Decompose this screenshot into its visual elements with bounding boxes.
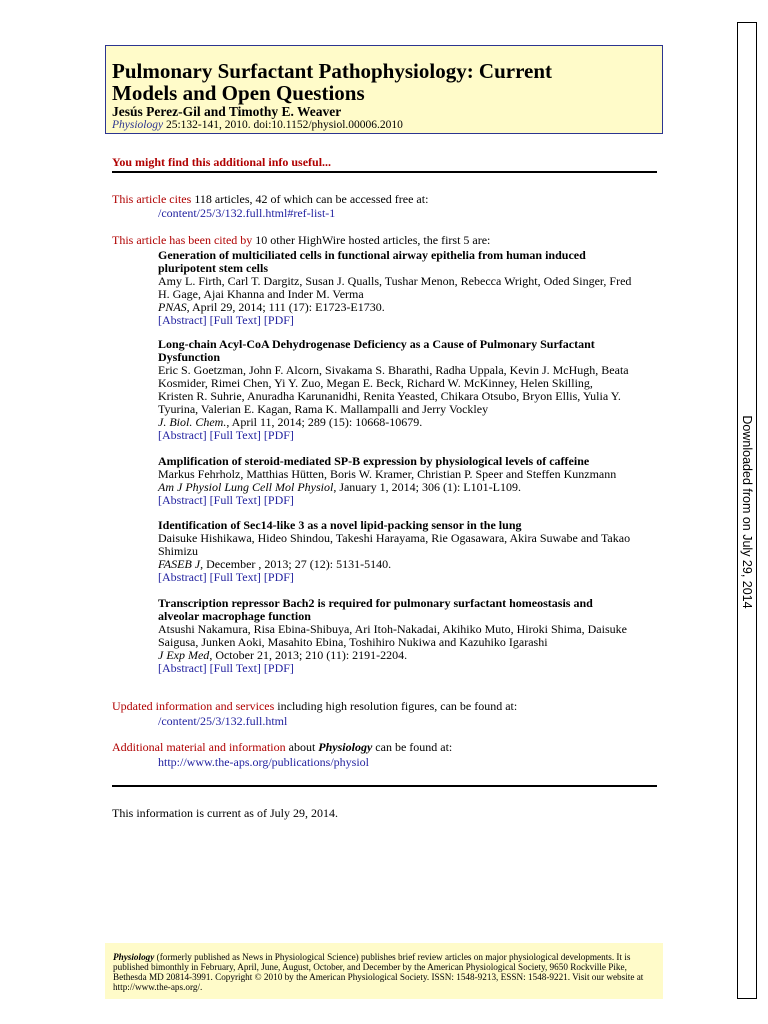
article-links[interactable]: [Abstract] [Full Text] [PDF]: [158, 570, 294, 584]
current-as-of: This information is current as of July 29, 2014.: [112, 806, 338, 820]
additional-journal: Physiology: [318, 740, 373, 754]
additional-link[interactable]: http://www.the-aps.org/publications/physiol: [158, 755, 369, 769]
cited-article-5: [158, 597, 658, 675]
article-journal: FASEB J: [158, 557, 201, 571]
divider-bottom: [112, 785, 657, 787]
article-authors: Daisuke Hishikawa, Hideo Shindou, Takeshi Harayama, Rie Ogasawara, Akira Suwabe and Takao: [158, 531, 631, 545]
cited-by-paragraph: [112, 234, 660, 247]
article-title: Dysfunction: [158, 350, 221, 364]
cited-article-3: [158, 455, 658, 507]
citation-details: 25:132-141, 2010. doi:10.1152/physiol.00006.2010: [165, 119, 403, 131]
article-authors: Tyurina, Valerian E. Kagan, Rama K. Mallampalli and Jerry Vockley: [158, 402, 489, 416]
article-authors: Amy L. Firth, Carl T. Dargitz, Susan J. Qualls, Tushar Menon, Rebecca Wright, Oded Singer, Fred: [158, 274, 632, 288]
cited-article-1: [158, 249, 658, 327]
article-title: pluripotent stem cells: [158, 261, 268, 275]
article-journal: J. Biol. Chem.: [158, 415, 227, 429]
cites-text: 118 articles, 42 of which can be accessed free at:: [194, 192, 429, 206]
title-line-2: Models and Open Questions: [112, 81, 365, 105]
article-citation: [112, 119, 403, 132]
cited-by-label[interactable]: This article has been cited by: [112, 233, 253, 247]
article-links[interactable]: [Abstract] [Full Text] [PDF]: [158, 313, 294, 327]
cites-paragraph: [112, 193, 660, 206]
article-authors: Saigusa, Junken Aoki, Masahito Ebina, Toshihiro Nukiwa and Kazuhiko Igarashi: [158, 635, 548, 649]
article-authors: Kristen R. Suhrie, Anuradha Karunanidhi, Renita Yeasted, Chikara Otsubo, Bryon Ellis, Yulia Y.: [158, 389, 621, 403]
article-title: Identification of Sec14-like 3 as a novel lipid-packing sensor in the lung: [158, 518, 522, 532]
article-ref: , January 1, 2014; 306 (1): L101-L109.: [333, 480, 521, 494]
updated-text: including high resolution figures, can be found at:: [277, 699, 518, 713]
journal-footer: [105, 943, 663, 999]
article-authors: H. Gage, Ajai Khanna and Inder M. Verma: [158, 287, 364, 301]
download-note: Downloaded from on July 29, 2014: [740, 415, 754, 609]
cites-label[interactable]: This article cites: [112, 192, 192, 206]
article-ref: , April 29, 2014; 111 (17): E1723-E1730.: [186, 300, 385, 314]
updated-label[interactable]: Updated information and services: [112, 699, 275, 713]
title-box: [105, 45, 663, 134]
article-authors: Jesús Perez-Gil and Timothy E. Weaver: [112, 104, 342, 119]
article-journal: J Exp Med: [158, 648, 210, 662]
article-links[interactable]: [Abstract] [Full Text] [PDF]: [158, 493, 294, 507]
article-authors: Shimizu: [158, 544, 199, 558]
cites-link[interactable]: /content/25/3/132.full.html#ref-list-1: [158, 206, 336, 220]
article-ref: , October 21, 2013; 210 (11): 2191-2204.: [209, 648, 408, 662]
article-authors: Markus Fehrholz, Matthias Hütten, Boris W. Kramer, Christian P. Speer and Steffen Kunzmann: [158, 467, 617, 481]
article-journal: Am J Physiol Lung Cell Mol Physiol: [158, 480, 334, 494]
updated-paragraph: [112, 700, 660, 713]
article-authors: Atsushi Nakamura, Risa Ebina-Shibuya, Ari Itoh-Nakadai, Akihiko Muto, Hiroki Shima, Daisuke: [158, 622, 627, 636]
article-journal: PNAS: [158, 300, 187, 314]
additional-info-heading: You might find this additional info useful...: [112, 155, 332, 169]
additional-label[interactable]: Additional material and information: [112, 740, 286, 754]
article-title: Long-chain Acyl-CoA Dehydrogenase Deficiency as a Cause of Pulmonary Surfactant: [158, 337, 595, 351]
additional-paragraph: [112, 741, 660, 754]
cited-article-2: [158, 338, 658, 442]
updated-link[interactable]: /content/25/3/132.full.html: [158, 714, 288, 728]
cited-article-4: [158, 519, 658, 584]
divider-top: [112, 171, 657, 173]
title-line-1: Pulmonary Surfactant Pathophysiology: Current: [112, 59, 553, 83]
footer-journal: Physiology: [113, 952, 155, 962]
article-ref: , December , 2013; 27 (12): 5131-5140.: [200, 557, 392, 571]
article-authors: Kosmider, Rimei Chen, Yi Y. Zuo, Megan E. Beck, Richard W. McKinney, Helen Skilling,: [158, 376, 593, 390]
article-links[interactable]: [Abstract] [Full Text] [PDF]: [158, 428, 294, 442]
article-title: Generation of multiciliated cells in functional airway epithelia from human induced: [158, 248, 586, 262]
article-title: [112, 60, 552, 104]
footer-text: (formerly published as News in Physiological Science) publishes brief review articles on major physiological developments. It is published bimonthly in February, April, June, August, October, and December by the American Physiological Society, 9650 Rockville Pike, Bethesda MD 20814-3991. Copyright © 2010 by the American Physiological Society. ISSN: 1548-9213, ESSN: 1548-9221. Visit our website at http://www.the-aps.org/.: [113, 952, 644, 992]
article-title: Transcription repressor Bach2 is required for pulmonary surfactant homeostasis and: [158, 596, 593, 610]
article-title: Amplification of steroid-mediated SP-B expression by physiological levels of caffeine: [158, 454, 590, 468]
additional-about: about: [288, 740, 316, 754]
additional-text: can be found at:: [375, 740, 453, 754]
citation-journal: Physiology: [112, 119, 164, 131]
article-authors: Eric S. Goetzman, John F. Alcorn, Sivakama S. Bharathi, Radha Uppala, Kevin J. McHugh, Beata: [158, 363, 629, 377]
article-title: alveolar macrophage function: [158, 609, 311, 623]
article-ref: , April 11, 2014; 289 (15): 10668-10679.: [226, 415, 423, 429]
article-links[interactable]: [Abstract] [Full Text] [PDF]: [158, 661, 294, 675]
cited-by-text: 10 other HighWire hosted articles, the first 5 are:: [255, 233, 491, 247]
